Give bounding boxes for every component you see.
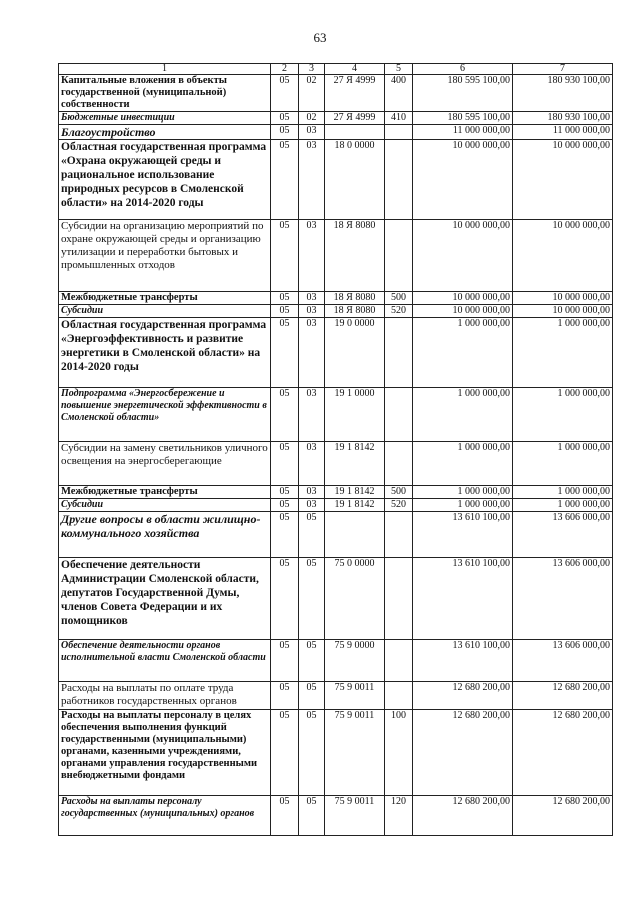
cell-name: Другие вопросы в области жилищно-коммунального хозяйства	[59, 512, 271, 558]
cell-target-article: 18 Я 8080	[325, 292, 385, 305]
col-header-1: 1	[59, 64, 271, 75]
cell-name: Благоустройство	[59, 125, 271, 140]
cell-section: 05	[271, 796, 299, 836]
cell-expense-type	[385, 318, 413, 388]
cell-subsection: 03	[299, 220, 325, 292]
cell-amount-year-2: 1 000 000,00	[513, 388, 613, 442]
cell-target-article: 27 Я 4999	[325, 112, 385, 125]
cell-name: Расходы на выплаты персоналу государственных (муниципальных) органов	[59, 796, 271, 836]
cell-amount-year-2: 12 680 200,00	[513, 710, 613, 796]
cell-amount-year-1: 13 610 100,00	[413, 640, 513, 682]
cell-subsection: 03	[299, 486, 325, 499]
table-row	[59, 75, 613, 112]
cell-section: 05	[271, 558, 299, 640]
table-row	[59, 305, 613, 318]
cell-section: 05	[271, 318, 299, 388]
cell-section: 05	[271, 388, 299, 442]
cell-amount-year-1: 180 595 100,00	[413, 75, 513, 112]
cell-expense-type: 410	[385, 112, 413, 125]
cell-name: Расходы на выплаты по оплате труда работников государственных органов	[59, 682, 271, 710]
cell-expense-type: 500	[385, 486, 413, 499]
cell-expense-type: 400	[385, 75, 413, 112]
cell-amount-year-2: 180 930 100,00	[513, 112, 613, 125]
cell-section: 05	[271, 220, 299, 292]
cell-subsection: 03	[299, 388, 325, 442]
cell-expense-type	[385, 220, 413, 292]
cell-target-article: 18 0 0000	[325, 140, 385, 220]
cell-name: Обеспечение деятельности органов исполнительной власти Смоленской области	[59, 640, 271, 682]
cell-section: 05	[271, 442, 299, 486]
cell-amount-year-2: 13 606 000,00	[513, 640, 613, 682]
cell-amount-year-1: 11 000 000,00	[413, 125, 513, 140]
cell-amount-year-2: 1 000 000,00	[513, 499, 613, 512]
cell-section: 05	[271, 112, 299, 125]
table-row	[59, 292, 613, 305]
cell-expense-type: 520	[385, 305, 413, 318]
cell-subsection: 03	[299, 140, 325, 220]
cell-subsection: 03	[299, 305, 325, 318]
cell-section: 05	[271, 75, 299, 112]
cell-target-article	[325, 512, 385, 558]
cell-name: Межбюджетные трансферты	[59, 486, 271, 499]
cell-section: 05	[271, 486, 299, 499]
table-row	[59, 442, 613, 486]
table-row	[59, 512, 613, 558]
col-header-5: 5	[385, 64, 413, 75]
cell-section: 05	[271, 512, 299, 558]
cell-subsection: 03	[299, 125, 325, 140]
col-header-4: 4	[325, 64, 385, 75]
table-row	[59, 499, 613, 512]
cell-subsection: 05	[299, 512, 325, 558]
cell-section: 05	[271, 305, 299, 318]
table-row	[59, 125, 613, 140]
cell-expense-type: 520	[385, 499, 413, 512]
table-row	[59, 318, 613, 388]
cell-expense-type	[385, 512, 413, 558]
cell-target-article: 19 1 0000	[325, 388, 385, 442]
cell-subsection: 05	[299, 558, 325, 640]
cell-target-article: 19 1 8142	[325, 499, 385, 512]
cell-amount-year-1: 180 595 100,00	[413, 112, 513, 125]
col-header-3: 3	[299, 64, 325, 75]
cell-subsection: 05	[299, 640, 325, 682]
cell-name: Субсидии на организацию мероприятий по охране окружающей среды и организацию утилизации и переработки бытовых и промышленных отходов	[59, 220, 271, 292]
cell-amount-year-2: 1 000 000,00	[513, 318, 613, 388]
cell-name: Субсидии	[59, 305, 271, 318]
cell-target-article: 19 0 0000	[325, 318, 385, 388]
cell-subsection: 05	[299, 796, 325, 836]
cell-amount-year-2: 1 000 000,00	[513, 442, 613, 486]
cell-target-article: 75 9 0011	[325, 682, 385, 710]
cell-expense-type: 500	[385, 292, 413, 305]
cell-amount-year-2: 10 000 000,00	[513, 220, 613, 292]
cell-target-article: 18 Я 8080	[325, 305, 385, 318]
cell-subsection: 03	[299, 499, 325, 512]
cell-subsection: 05	[299, 682, 325, 710]
cell-name: Расходы на выплаты персоналу в целях обеспечения выполнения функций государственными (муниципальными) органами, казенными учреждениями, органами управления государственными внебюджетными фондами	[59, 710, 271, 796]
cell-expense-type	[385, 388, 413, 442]
cell-amount-year-2: 11 000 000,00	[513, 125, 613, 140]
cell-amount-year-2: 13 606 000,00	[513, 558, 613, 640]
cell-expense-type: 120	[385, 796, 413, 836]
table-row	[59, 140, 613, 220]
table-row	[59, 486, 613, 499]
table-row	[59, 640, 613, 682]
cell-amount-year-1: 10 000 000,00	[413, 292, 513, 305]
cell-expense-type	[385, 140, 413, 220]
table-header-row	[59, 64, 613, 75]
cell-subsection: 03	[299, 442, 325, 486]
cell-amount-year-1: 1 000 000,00	[413, 388, 513, 442]
cell-expense-type	[385, 558, 413, 640]
cell-target-article: 19 1 8142	[325, 486, 385, 499]
cell-name: Субсидии	[59, 499, 271, 512]
cell-section: 05	[271, 640, 299, 682]
cell-name: Межбюджетные трансферты	[59, 292, 271, 305]
cell-name: Субсидии на замену светильников уличного освещения на энергосберегающие	[59, 442, 271, 486]
cell-amount-year-2: 10 000 000,00	[513, 140, 613, 220]
cell-amount-year-1: 13 610 100,00	[413, 512, 513, 558]
cell-target-article: 27 Я 4999	[325, 75, 385, 112]
cell-amount-year-1: 12 680 200,00	[413, 710, 513, 796]
page-number: 63	[313, 30, 327, 45]
cell-amount-year-2: 10 000 000,00	[513, 305, 613, 318]
cell-section: 05	[271, 499, 299, 512]
cell-name: Капитальные вложения в объекты государственной (муниципальной) собственности	[59, 75, 271, 112]
cell-subsection: 03	[299, 292, 325, 305]
col-header-6: 6	[413, 64, 513, 75]
cell-expense-type: 100	[385, 710, 413, 796]
cell-name: Бюджетные инвестиции	[59, 112, 271, 125]
cell-target-article	[325, 125, 385, 140]
col-header-2: 2	[271, 64, 299, 75]
cell-amount-year-1: 1 000 000,00	[413, 318, 513, 388]
cell-section: 05	[271, 682, 299, 710]
cell-expense-type	[385, 125, 413, 140]
cell-subsection: 03	[299, 318, 325, 388]
cell-expense-type	[385, 682, 413, 710]
table-row	[59, 558, 613, 640]
cell-section: 05	[271, 140, 299, 220]
cell-name: Областная государственная программа «Охрана окружающей среды и рациональное использование природных ресурсов в Смоленской области» на 2014-2020 годы	[59, 140, 271, 220]
cell-amount-year-1: 13 610 100,00	[413, 558, 513, 640]
cell-target-article: 75 9 0011	[325, 796, 385, 836]
cell-amount-year-2: 180 930 100,00	[513, 75, 613, 112]
cell-name: Областная государственная программа «Энергоэффективность и развитие энергетики в Смоленской области» на 2014-2020 годы	[59, 318, 271, 388]
cell-section: 05	[271, 292, 299, 305]
cell-expense-type	[385, 442, 413, 486]
cell-target-article: 75 0 0000	[325, 558, 385, 640]
cell-amount-year-1: 10 000 000,00	[413, 140, 513, 220]
cell-amount-year-2: 13 606 000,00	[513, 512, 613, 558]
cell-target-article: 18 Я 8080	[325, 220, 385, 292]
cell-amount-year-1: 1 000 000,00	[413, 442, 513, 486]
cell-amount-year-1: 12 680 200,00	[413, 796, 513, 836]
cell-subsection: 05	[299, 710, 325, 796]
cell-amount-year-1: 1 000 000,00	[413, 486, 513, 499]
table-row	[59, 710, 613, 796]
col-header-7: 7	[513, 64, 613, 75]
table-row	[59, 796, 613, 836]
cell-expense-type	[385, 640, 413, 682]
cell-name: Обеспечение деятельности Администрации Смоленской области, депутатов Государственной Думы, членов Совета Федерации и их помощников	[59, 558, 271, 640]
cell-target-article: 75 9 0011	[325, 710, 385, 796]
cell-amount-year-2: 10 000 000,00	[513, 292, 613, 305]
cell-amount-year-1: 10 000 000,00	[413, 220, 513, 292]
cell-amount-year-1: 10 000 000,00	[413, 305, 513, 318]
cell-name: Подпрограмма «Энергосбережение и повышение энергетической эффективности в Смоленской области»	[59, 388, 271, 442]
cell-subsection: 02	[299, 75, 325, 112]
cell-subsection: 02	[299, 112, 325, 125]
cell-target-article: 19 1 8142	[325, 442, 385, 486]
cell-amount-year-2: 12 680 200,00	[513, 796, 613, 836]
cell-amount-year-2: 1 000 000,00	[513, 486, 613, 499]
cell-amount-year-2: 12 680 200,00	[513, 682, 613, 710]
budget-table	[58, 63, 613, 836]
table-row	[59, 112, 613, 125]
cell-amount-year-1: 12 680 200,00	[413, 682, 513, 710]
cell-section: 05	[271, 125, 299, 140]
table-row	[59, 220, 613, 292]
cell-amount-year-1: 1 000 000,00	[413, 499, 513, 512]
cell-section: 05	[271, 710, 299, 796]
table-row	[59, 388, 613, 442]
table-row	[59, 682, 613, 710]
cell-target-article: 75 9 0000	[325, 640, 385, 682]
